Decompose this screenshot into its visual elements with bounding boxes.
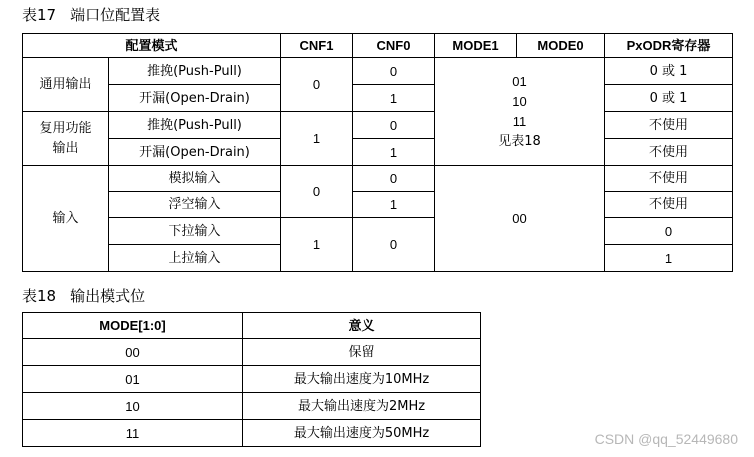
mode-bits-cell: 10 [23,393,243,420]
pxodr-push-pull: 0 或 1 [605,58,733,85]
table18-caption-title: 输出模式位 [70,287,146,305]
mode-alt-open-drain: 开漏(Open-Drain) [109,139,281,166]
cnf0-open-drain: 1 [353,85,435,112]
mode-output-values [435,58,605,166]
mode-pull-down-input: 下拉输入 [109,218,281,245]
table-row [23,366,481,393]
header-mode0: MODE0 [517,34,605,58]
cnf0-analog: 0 [353,166,435,192]
meaning-cell: 保留 [243,339,481,366]
table17-caption-number: 表17 [22,6,57,24]
mode-input-value: 00 [435,166,605,272]
table-row [23,393,481,420]
header-cnf1: CNF1 [281,34,353,58]
cnf1-pull: 1 [281,218,353,272]
mode-value-10: 10 [512,93,527,109]
mode-value-11: 11 [512,113,527,129]
header-pxodr: PxODR寄存器 [605,34,733,58]
port-config-table [22,33,733,272]
header-mode1: MODE1 [435,34,517,58]
header-meaning: 意义 [243,313,481,339]
cnf1-analog-floating: 0 [281,166,353,218]
header-config-mode: 配置模式 [23,34,281,58]
header-mode-bits: MODE[1:0] [23,313,243,339]
table18-caption-number: 表18 [22,287,57,305]
meaning-cell: 最大输出速度为10MHz [243,366,481,393]
cnf0-floating: 1 [353,192,435,218]
table18-caption [22,287,145,305]
header-cnf0: CNF0 [353,34,435,58]
mode-open-drain: 开漏(Open-Drain) [109,85,281,112]
pxodr-analog: 不使用 [605,166,733,192]
pxodr-floating: 不使用 [605,192,733,218]
group-alt-output [23,112,109,166]
mode-see-table18: 见表18 [498,133,541,149]
cnf1-general-output: 0 [281,58,353,112]
mode-floating-input: 浮空输入 [109,192,281,218]
table-row [23,420,481,447]
mode-value-01: 01 [512,73,527,89]
output-mode-table [22,312,481,447]
pxodr-alt-push-pull: 不使用 [605,112,733,139]
pxodr-pull-down: 0 [605,218,733,245]
meaning-cell: 最大输出速度为2MHz [243,393,481,420]
table17-caption-title: 端口位配置表 [70,6,161,24]
group-general-output: 通用输出 [23,58,109,112]
pxodr-alt-open-drain: 不使用 [605,139,733,166]
pxodr-pull-up: 1 [605,245,733,272]
cnf0-pull: 0 [353,218,435,272]
pxodr-open-drain: 0 或 1 [605,85,733,112]
mode-bits-cell: 01 [23,366,243,393]
group-input: 输入 [23,166,109,272]
cnf0-push-pull: 0 [353,58,435,85]
group-alt-output-line1: 复用功能 [39,120,92,136]
cnf0-alt-open-drain: 1 [353,139,435,166]
table-row [23,339,481,366]
csdn-watermark: CSDN @qq_52449680 [594,431,738,447]
group-alt-output-line2: 输出 [52,140,79,156]
mode-pull-up-input: 上拉输入 [109,245,281,272]
table17-caption [22,6,160,24]
mode-analog-input: 模拟输入 [109,166,281,192]
mode-push-pull: 推挽(Push-Pull) [109,58,281,85]
mode-alt-push-pull: 推挽(Push-Pull) [109,112,281,139]
cnf0-alt-push-pull: 0 [353,112,435,139]
mode-bits-cell: 00 [23,339,243,366]
cnf1-alt-output: 1 [281,112,353,166]
mode-bits-cell: 11 [23,420,243,447]
meaning-cell: 最大输出速度为50MHz [243,420,481,447]
